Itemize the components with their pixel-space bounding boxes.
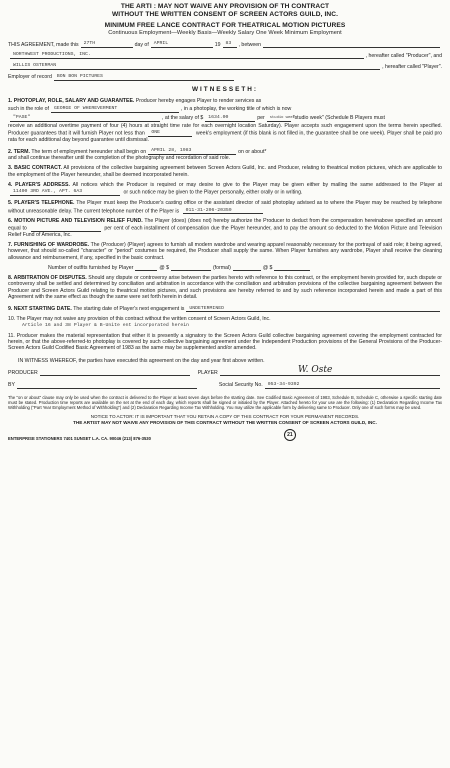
next-start-value: UNDETERMINED	[189, 305, 224, 311]
section-7	[8, 242, 442, 261]
phone-field	[183, 207, 263, 215]
section-6	[8, 218, 442, 238]
month-field	[151, 40, 213, 48]
sec9-text: The starting date of Player's next engagement is	[73, 306, 185, 313]
outfit-price-field	[171, 264, 211, 271]
made-label: THIS AGREEMENT, made this	[8, 41, 79, 48]
sec2-text-a: The term of employment hereunder shall begin on	[31, 148, 147, 155]
section-9	[8, 305, 442, 313]
photoplay-title-value: "PASE"	[13, 114, 31, 120]
between-line	[263, 41, 440, 48]
producer-field	[10, 51, 364, 59]
by-label: BY	[8, 382, 15, 389]
witness-clause: IN WITNESS WHEREOF, the parties have executed this agreement on the day and year first above written.	[18, 357, 265, 364]
month-value: APRIL	[153, 41, 169, 47]
producer-signature-row	[8, 364, 442, 376]
at-label-1: @ $	[159, 264, 169, 271]
weeks-field	[148, 129, 192, 137]
between-label: , between	[238, 41, 262, 48]
photoplay-title-field	[10, 114, 160, 122]
outfits-field	[135, 264, 157, 271]
sec1-title: 1. PHOTOPLAY, ROLE, SALARY AND GUARANTEE.	[8, 97, 135, 104]
sec3-title: 3. BASIC CONTRACT.	[8, 165, 62, 172]
section-10	[8, 316, 442, 328]
salary-field	[205, 114, 255, 122]
sec2-title: 2. TERM.	[8, 148, 30, 155]
player-row	[8, 62, 442, 70]
producer-signature-line[interactable]	[40, 369, 190, 376]
section-1	[8, 98, 442, 144]
role-field	[51, 105, 179, 113]
sec4-title: 4. PLAYER'S ADDRESS.	[8, 182, 70, 189]
producer-row	[8, 51, 442, 59]
ssn-field	[265, 381, 440, 389]
sec10-typed: Article 16 and 38 Player & B-Unite ent incorporated herein	[22, 322, 189, 328]
weeks-value: ONE	[151, 129, 161, 135]
player-value: WILLIS OSTERMAN	[13, 63, 57, 69]
start-field	[148, 147, 236, 155]
address-field	[10, 188, 120, 196]
header-line-2: WITHOUT THE WRITTEN CONSENT OF SCREEN ACTORS GUILD, INC.	[111, 10, 339, 18]
sec1-text-d: week's employment (if this blank is not filled in, the guarantee shall be one week). Player shall be paid pro rata for each additional day beyond guarantee until dismissal.	[8, 130, 442, 143]
next-start-field	[186, 305, 440, 313]
by-row	[8, 381, 442, 389]
player-label: PLAYER	[197, 369, 218, 376]
sec8-title: 8. ARBITRATION OF DISPUTES.	[8, 275, 87, 282]
sec6-text-b: per cent of each installment of compensation due the Player hereunder, and to pay the amount so deducted to the Motion Picture and Television Relief Fund of America, Inc.	[8, 225, 442, 238]
union-bug-emblem: 21	[284, 429, 296, 441]
ssn-value: 053-34-9392	[267, 381, 300, 387]
year-field	[223, 40, 237, 48]
sec7-title: 7. FURNISHING OF WARDROBE.	[8, 242, 90, 249]
section-4	[8, 182, 442, 196]
section-11	[8, 333, 442, 352]
sec5-text-a: The Player must keep the Producer's casting office or the assistant director of said photoplay advised as to where the Player may be reached by telephone without unreasonable delay. The	[8, 200, 442, 215]
section-3	[8, 165, 442, 178]
producer-value: NORTHWEST PRODUCTIONS, INC.	[13, 52, 91, 58]
producer-label: PRODUCER	[8, 369, 38, 376]
sec9-title: 9. NEXT STARTING DATE.	[8, 306, 72, 313]
employer-value: BON BON PICTURES	[56, 73, 103, 79]
formal-price-field	[274, 264, 310, 271]
day-value: 27TH	[83, 41, 96, 47]
section-8	[8, 275, 442, 300]
player-signature-scrawl: W. Oste	[298, 364, 333, 375]
employer-label: Employer of record	[8, 74, 52, 81]
year-prefix: 19	[214, 41, 221, 48]
sec8-text: Should any dispute or controversy arise between the parties hereto with reference to this contract, or the employment herein provided for, such dispute or controversy shall be settled and determined by conciliation and arbitration in accordance with the conciliation and arbitration provisions of the collective bargaining agreement between the Producer and Screen Actors Guild relating to theatrical motion pictures, and such provisions are hereby referred to and by such reference incorporated herein and made a part of this Agreement with the same effect as though the same were set forth herein in detail.	[8, 275, 442, 301]
sec1-text-c: receive an additional overtime payment of four (4) hours at straight time rate for each overnight location Saturday). Player accepts such engagement upon the terms herein specified. Producer guarantees that it will furnish Player not less than	[8, 122, 442, 137]
role-value: GEORGE OF WHEREVERMENT	[53, 105, 118, 111]
at-label-2: @ $	[262, 264, 273, 271]
printer-info: ENTERPRISE STATIONERS 7401 SUNSET L.A. CA. 90046 (213) 876-3530	[8, 436, 151, 442]
sec1-text-a: Producer hereby engages Player to render services as	[135, 97, 262, 104]
employer-field	[54, 73, 234, 81]
relief-percent-field	[31, 225, 101, 232]
per-label: per	[257, 115, 265, 122]
by-signature-line[interactable]	[17, 382, 197, 389]
day-field	[81, 40, 133, 48]
header-line-1: THE ARTI : MAY NOT WAIVE ANY PROVISION OF TH CONTRACT	[120, 3, 330, 10]
outfits-row	[8, 264, 442, 271]
producer-called: , hereafter called "Producer", and	[365, 52, 442, 59]
sec4-text-b: or such notice may be given to the Player personally, either orally or in writing.	[123, 189, 303, 196]
section-5	[8, 200, 442, 214]
employer-row	[8, 73, 442, 81]
start-value: APRIL 28, 1983	[151, 148, 192, 154]
contract-subtitle: Continuous Employment—Weekly Basis—Weekly Salary One Week Minimum Employment	[108, 29, 342, 36]
notice-text: NOTICE TO ACTOR: IT IS IMPORTANT THAT YOU RETAIN A COPY OF THIS CONTRACT FOR YOUR PERMANENT RECORDS.	[90, 413, 360, 419]
sec10-text: 10. The Player may not waive any provision of this contract without the written consent of Screen Actors Guild, Inc.	[8, 316, 271, 323]
formal-field	[233, 264, 261, 271]
sec2-text-b: on or about*	[238, 148, 267, 155]
role-label: such in the role of	[8, 106, 49, 113]
contract-title: MINIMUM FREE LANCE CONTRACT FOR THEATRICAL MOTION PICTURES	[104, 21, 346, 29]
footer-caps: THE ARTIST MAY NOT WAIVE ANY PROVISION OF THIS CONTRACT WITHOUT THE WRITTEN CONSENT OF SCREEN ACTORS GUILD, INC.	[73, 420, 377, 426]
phone-label: current telephone number of the Player is	[83, 208, 180, 215]
dayof-label: day of	[134, 41, 149, 48]
formal-label: (formal)	[212, 264, 231, 271]
section-2	[8, 147, 442, 161]
footnote: The "on or about" clause may only be used when the contract is delivered to the Player at least seven days before the starting date. See Codified Basic Agreement of 1983, Schedule B, Schedule C, otherwise a specific starting date must be stated. Production time reports are available on the set at the end of each day, which reports shall be signed or initialed by the Player. Attached hereto for your use are the following: (1) Declaration Regarding Income Tax Withholding ("Part Year Employment Method of Withholding") and (2) Declaration Regarding Income Tax Withholding. You may utilize the applicable form by delivering same to Producer. Only one of such forms may be used.	[8, 394, 442, 410]
printer-row	[8, 429, 442, 441]
sec6-title: 6. MOTION PICTURE AND TELEVISION RELIEF FUND.	[8, 218, 143, 225]
sec2-text-c: and shall continue thereafter until the completion of the photography and recordation of said role.	[8, 155, 231, 162]
address-value: 11400 3RD AVE., APT. 6A3	[13, 189, 83, 195]
year-value: 83	[225, 41, 232, 47]
per-field	[267, 114, 295, 122]
agreement-date-row	[8, 40, 442, 48]
ssn-label: Social Security No.	[218, 382, 263, 389]
witnesseth-heading: WITNESSETH:	[191, 85, 259, 93]
per-value: studio week	[269, 116, 295, 121]
sec3-text: All provisions of the collective bargaining agreement between Screen Actors Guild, Inc. and Producer, relating to theatrical motion pictures, which are applicable to the employment of the Player hereunder, shall be deemed incorporated herein.	[8, 165, 442, 178]
sec1-text-b: , in a photoplay, the working title of which is now	[180, 106, 292, 113]
outfits-label: Number of outfits furnished by Player	[48, 264, 134, 271]
player-called: , hereafter called "Player".	[382, 63, 442, 70]
player-field	[10, 62, 380, 70]
sec5-title: 5. PLAYER'S TELEPHONE.	[8, 200, 75, 207]
sec7-text: The (Producer) (Player) agrees to furnish all modern wardrobe and wearing apparel reasonably necessary for the portrayal of said role; it being agreed, however, that should so-called "character" or "period" costumes be required, the Producer shall supply the same. When Player furnishes any wardrobe, Player shall receive the cleaning allowance and reimbursement, if any, specified in the basic contract.	[8, 242, 442, 261]
salary-value: 1634.00	[208, 114, 229, 120]
salary-label: , at the salary of $	[162, 115, 204, 122]
sec4-text-a: All notices which the Producer is required or may desire to give to the Player may be given either by mailing the same addressed to the Player at	[72, 182, 442, 189]
per-note: "studio week" (Schedule B Players must	[292, 115, 385, 122]
sec6-text-a: The Player (does) (does not) hereby authorize the Producer to deduct from the compensation hereinabove specified an amount equal to	[8, 218, 442, 232]
sec11-text: 11. Producer makes the material representation that either it is presently a signatory to the Screen Actors Guild collective bargaining agreement covering the employment contracted for herein, or that the above-referred-to photoplay is covered by such collective bargaining agreement under the Independent Production provisions of the General Provisions of the Producer-Screen Actors Guild Codified Basic Agreement of 1983 as the same may be supplemented and/or amended.	[8, 332, 442, 352]
phone-value: 011-31-206-20359	[185, 207, 232, 213]
